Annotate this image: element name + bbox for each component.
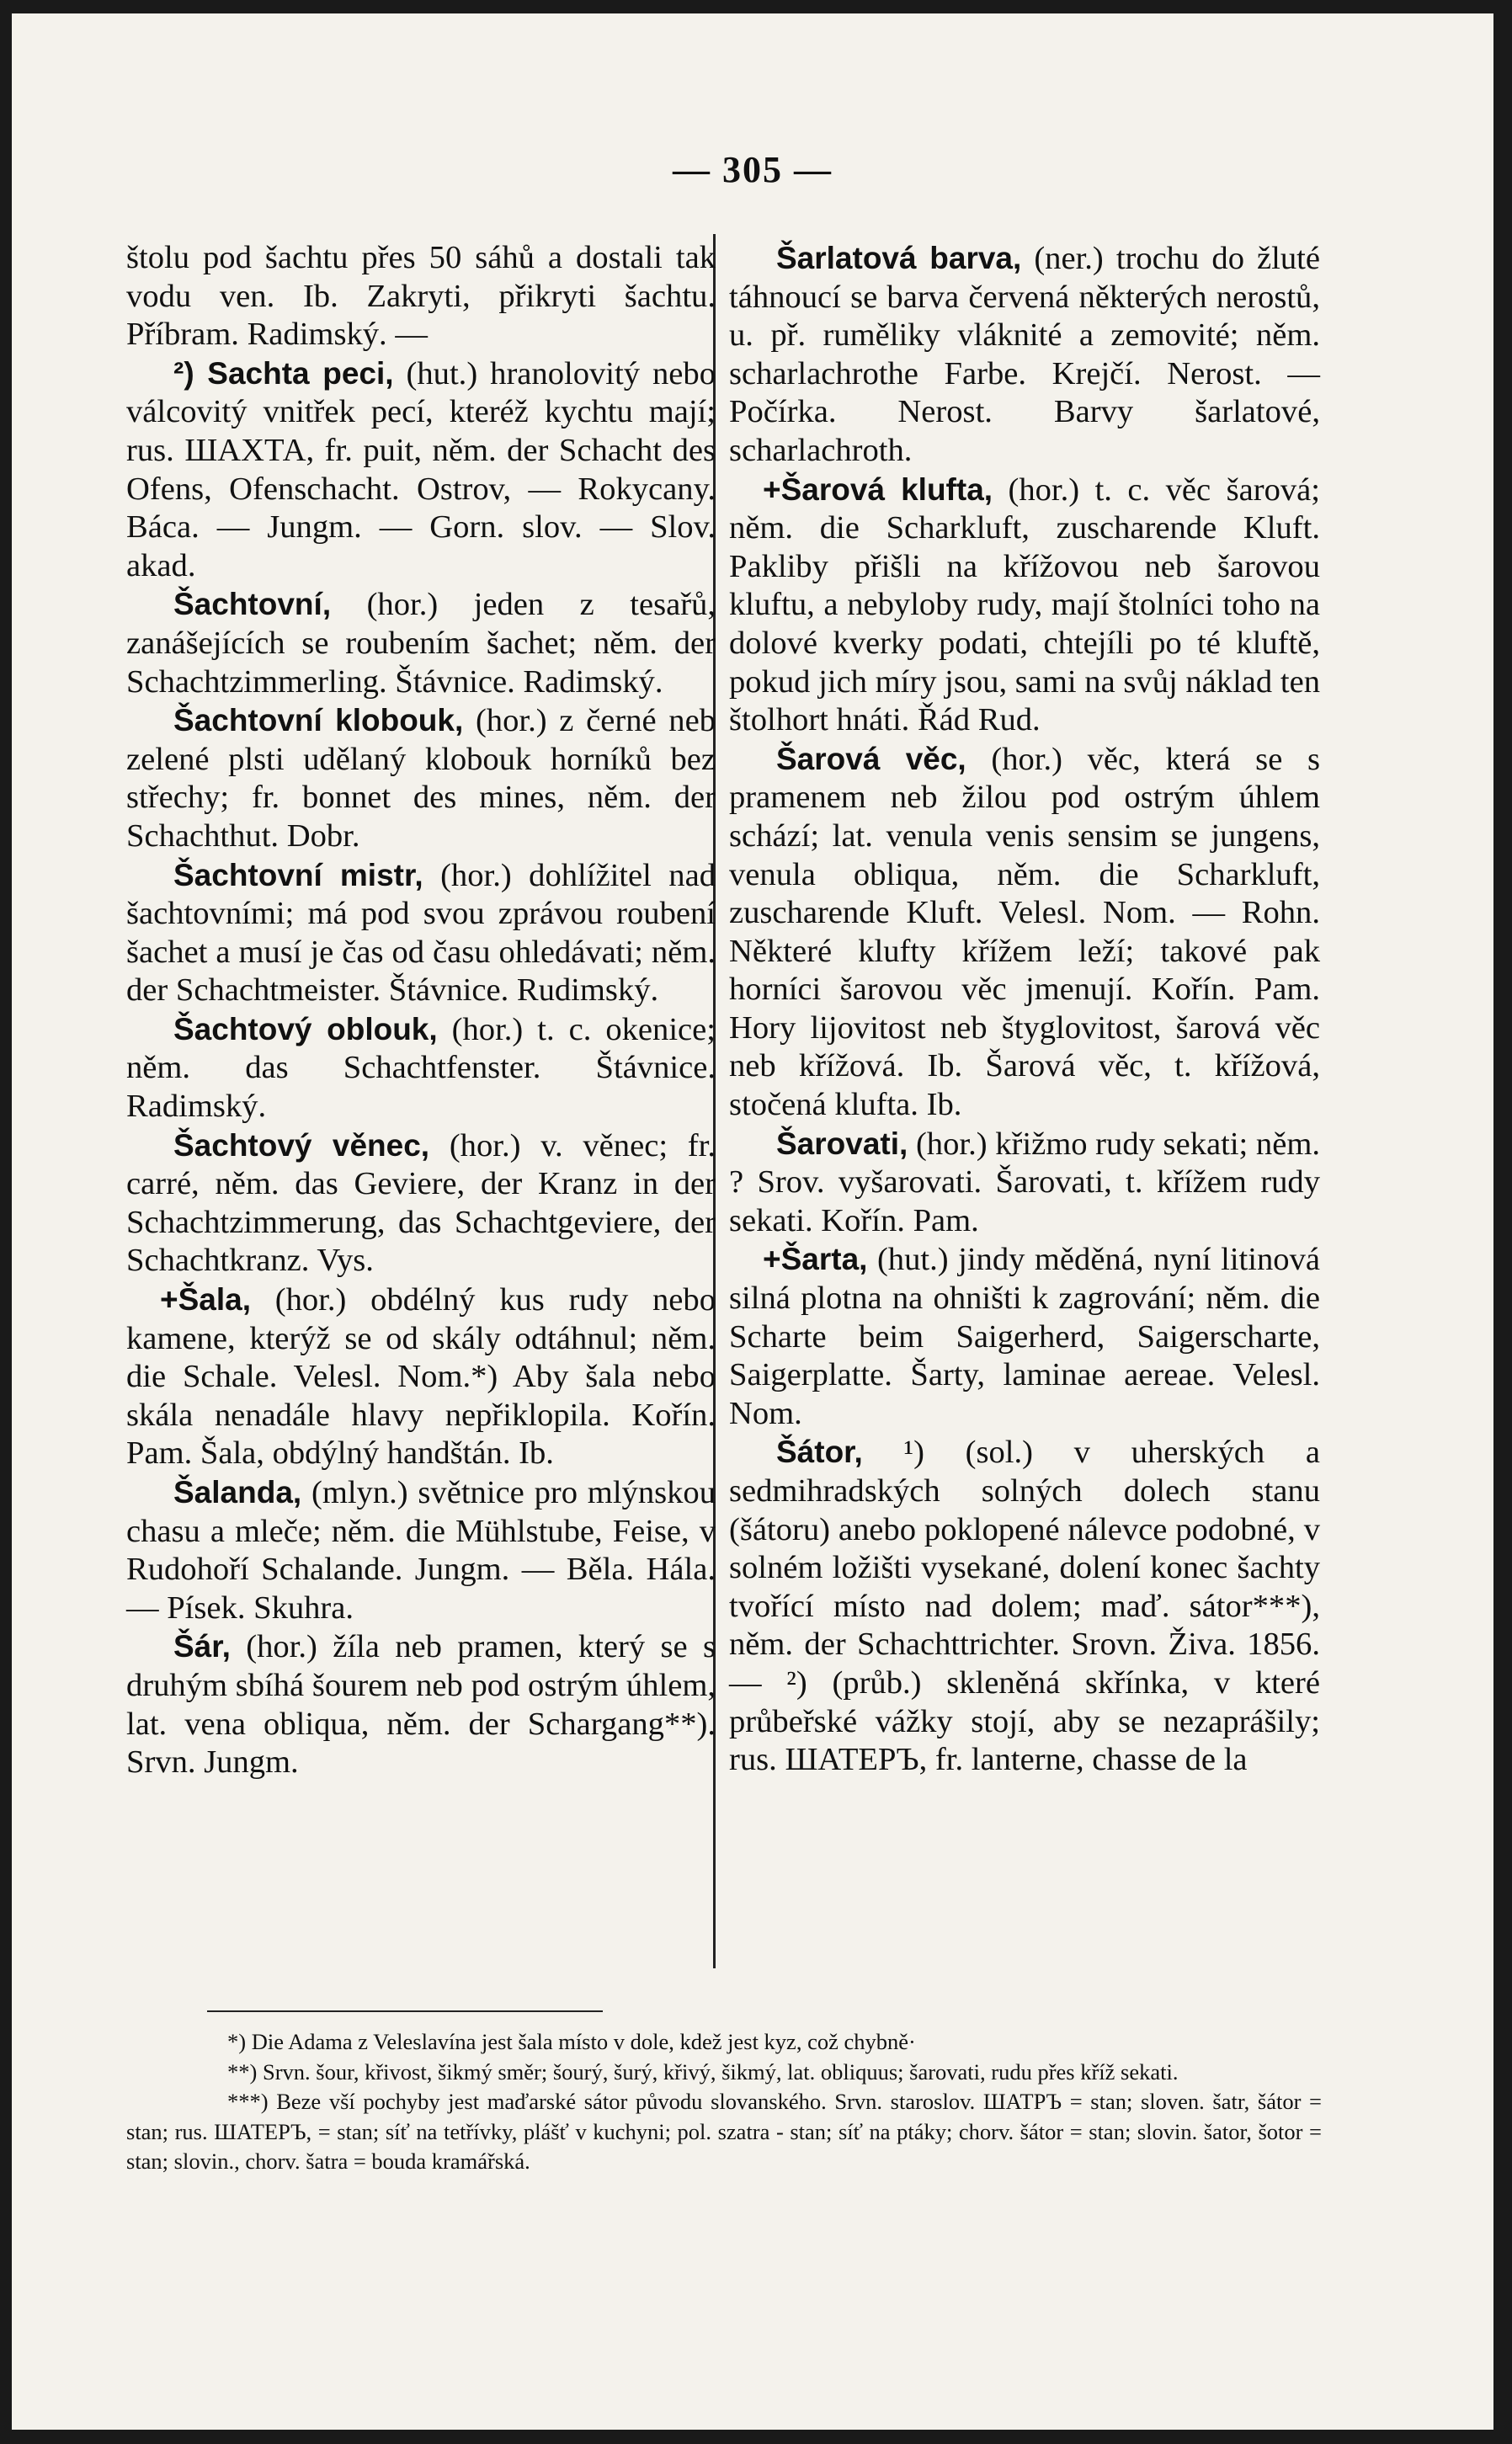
headword: Šalanda, <box>173 1475 302 1510</box>
entry-continuation <box>126 239 716 354</box>
left-column <box>126 239 716 1782</box>
entry-text: (hor.) dohlížitel nad šachtovními; má pod svou zprávou roubení šachet a musí je čas od času ohledávati; něm. der Schachtmeister. Štávnice. Rudimský. <box>126 857 716 1009</box>
headword: Šachtový oblouk, <box>173 1011 438 1046</box>
headword: Šarová věc, <box>776 741 966 776</box>
entry-sarovati <box>729 1125 1320 1241</box>
entry-sarova-vec <box>729 740 1320 1125</box>
footnotes <box>126 2027 1322 2177</box>
headword: ²) Sachta peci, <box>173 355 394 391</box>
entry-sachtovni <box>126 585 716 701</box>
headword: Šachtovní mistr, <box>173 857 423 892</box>
footnote-3: ***) Beze vší pochyby jest maďarské sátor původu slovanského. Srvn. staroslov. ШАТРЪ = stan; sloven. šatr, šátor = stan; rus. ШАТЕРЪ, = stan; síť na tetřívky, plášť v kuchyni; pol. szatra - stan; síť na ptáky; chorv. šátor = stan; slovin. šator, šotor = stan; slovin., chorv. šatra = bouda kramářská. <box>126 2089 1322 2174</box>
entry-sarova-klufta <box>729 471 1320 740</box>
entry-text: (hor.) obdélný kus rudy nebo kamene, kterýž se od skály odtáhnul; něm. die Schale. Velesl. Nom.*) Aby šala nebo skála nenadále hlavy nepřiklopila. Kořín. Pam. Šala, obdýlný handštán. Ib. <box>126 1282 716 1472</box>
entry-sarlatova-barva <box>729 239 1320 471</box>
entry-sar <box>126 1627 716 1781</box>
headword: Šár, <box>173 1629 231 1664</box>
entry-text: (hor.) t. c. věc šarová; něm. die Scharkluft, zuscharende Kluft. Pakliby přišli na křížovou neb šarovou kluftu, a nebyloby rudy, mají štolníci toho na dolové kverky podati, chtejíli po té kluftě, pokud jich míry jsou, sami na svůj náklad ten štolhort hnáti. Řád Rud. <box>729 471 1320 738</box>
entry-text: (hor.) věc, která se s pramenem neb žilou pod ostrým úhlem schází; lat. venula venis sensim se jungens, venula obliqua, něm. die Scharkluft, zuscharende Kluft. Velesl. Nom. — Rohn. Některé klufty křížem leží; takové pak horníci šarovou věc jmenují. Kořín. Pam. Hory lijovitost neb štyglovitost, šarová věc neb křížová. Ib. Šarová věc, t. křížová, stočená klufta. Ib. <box>729 741 1320 1123</box>
entry-sachtovni-klobouk <box>126 701 716 855</box>
headword: Šachtovní klobouk, <box>173 703 464 738</box>
entry-sachtovy-venec <box>126 1126 716 1281</box>
entry-sator <box>729 1433 1320 1779</box>
entry-text: štolu pod šachtu přes 50 sáhů a dostali tak vodu ven. Ib. Zakryti, přikryti šachtu. Příbram. Radimský. — <box>126 240 716 353</box>
headword: +Šarta, <box>763 1242 868 1277</box>
entry-salanda <box>126 1473 716 1627</box>
entry-text: (hor.) z černé neb zelené plsti udělaný klobouk horníků bez střechy; fr. bonnet des mines, něm. der Schachthut. Dobr. <box>126 703 716 854</box>
headword: Šarovati, <box>776 1126 908 1161</box>
footnote-1: *) Die Adama z Veleslavína jest šala místo v dole, kdež jest kyz, což chybně· <box>227 2029 916 2054</box>
entry-sachtovy-oblouk <box>126 1010 716 1126</box>
entry-text: (hut.) jindy měděná, nyní litinová silná plotna na ohništi k zagrování; něm. die Scharte beim Saigerherd, Saigerscharte, Saigerplatte. Šarty, laminae aereae. Velesl. Nom. <box>729 1242 1320 1431</box>
right-column <box>729 239 1320 1780</box>
entry-sala <box>126 1281 716 1473</box>
footnote-rule <box>207 2010 603 2012</box>
entry-text: (mlyn.) světnice pro mlýnskou chasu a mleče; něm. die Mühlstube, Feise, v Rudohoří Schalande. Jungm. — Běla. Hála. — Písek. Skuhra. <box>126 1475 716 1626</box>
entry-text: ¹) (sol.) v uherských a sedmihradských solných dolech stanu (šátoru) anebo poklopené nálevce podobné, v solném ložišti vysekané, dolení konec šachty tvořící místo nad dolem; maď. sátor***), něm. der Schachttrichter. Srovn. Živa. 1856. — ²) (průb.) skleněná skřínka, v které průbeřské vážky stojí, aby se nezaprášily; rus. ШАТЕРЪ, fr. lanterne, chasse de la <box>729 1435 1320 1778</box>
entry-text: (hor.) žíla neb pramen, který se s druhým sbíhá šourem neb pod ostrým úhlem, lat. vena obliqua, něm. der Schargang**). Srvn. Jungm. <box>126 1629 716 1781</box>
entry-sachta-peci <box>126 354 716 586</box>
headword: Šachtovní, <box>173 587 332 622</box>
headword: Šarlatová barva, <box>776 241 1022 275</box>
entry-sachtovni-mistr <box>126 856 716 1010</box>
entry-text: (ner.) trochu do žluté táhnoucí se barva červená některých nerostů, u. př. ruměliky vláknité a zemovité; něm. scharlachrothe Farbe. Krejčí. Nerost. — Počírka. Nerost. Barvy šarlatové, scharlachroth. <box>729 241 1320 468</box>
entry-text: (hor.) jeden z tesařů, zanášejících se roubením šachet; něm. der Schachtzimmerling. Štávnice. Radimský. <box>126 587 716 700</box>
headword: Šachtový věnec, <box>173 1127 430 1163</box>
headword: +Šarová klufta, <box>763 471 993 507</box>
headword: +Šala, <box>160 1282 252 1318</box>
headword: Šátor, <box>776 1435 863 1470</box>
page-number: — 305 — <box>673 149 833 190</box>
footnote-2: **) Srvn. šour, křivost, šikmý směr; šourý, šurý, křivý, šikmý, lat. obliquus; šarovati, rudu přes kříž sekati. <box>227 2058 1179 2085</box>
dictionary-page <box>12 13 1493 2430</box>
entry-text: (hor.) t. c. okenice; něm. das Schachtfenster. Štávnice. Radimský. <box>126 1011 716 1125</box>
entry-text: (hut.) hranolovitý nebo válcovitý vnitřek pecí, kteréž kychtu mají; rus. ШАХТА, fr. puit, něm. der Schacht des Ofens, Ofenschacht. Ostrov, — Rokycany. Báca. — Jungm. — Gorn. slov. — Slov. akad. <box>126 355 716 583</box>
entry-text: (hor.) křižmo rudy sekati; něm. ? Srov. vyšarovati. Šarovati, t. křížem rudy sekati. Kořín. Pam. <box>729 1126 1320 1238</box>
entry-sarta <box>729 1240 1320 1433</box>
entry-text: (hor.) v. věnec; fr. carré, něm. das Geviere, der Kranz in der Schachtzimmerung, das Schachtgeviere, der Schachtkranz. Vys. <box>126 1127 716 1279</box>
